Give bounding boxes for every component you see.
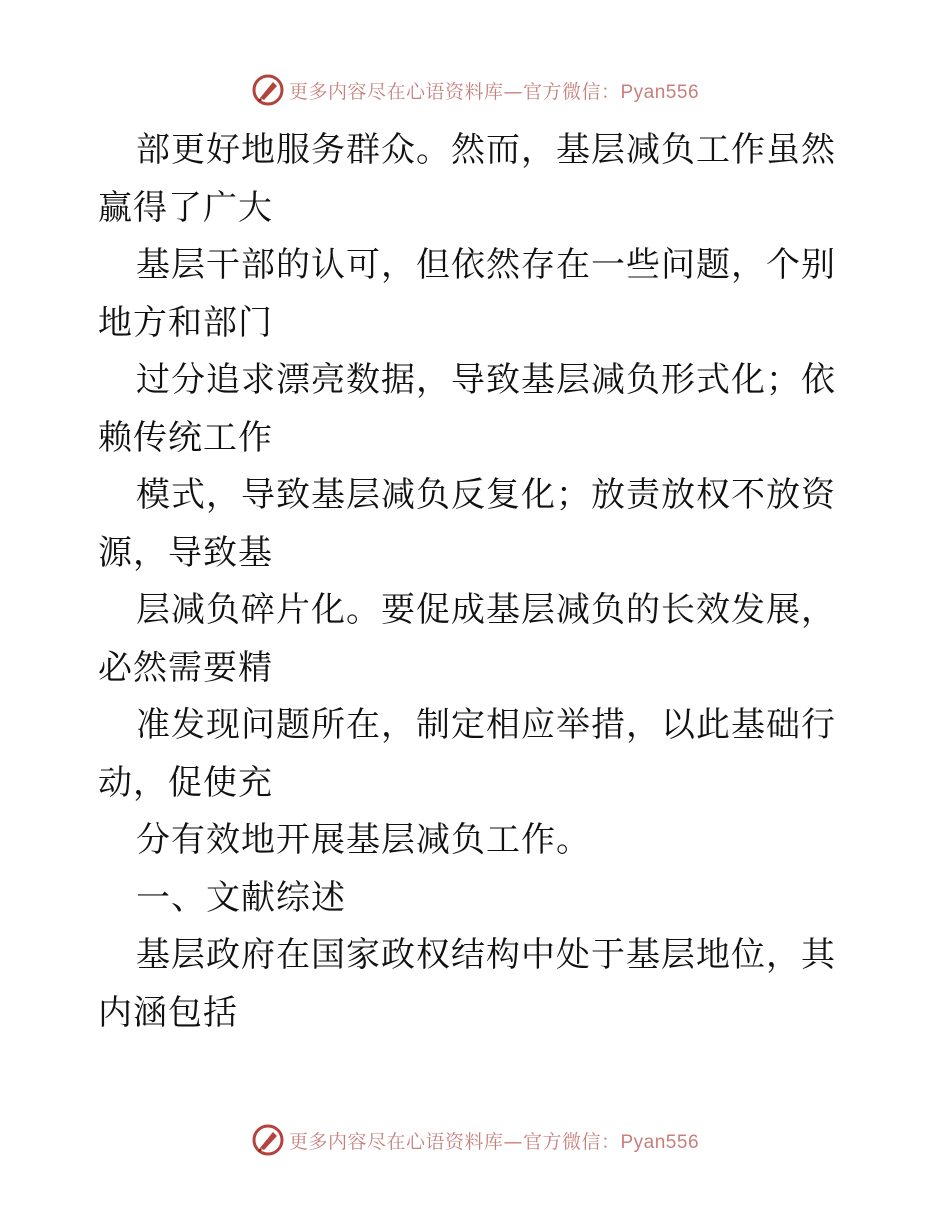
paragraph: 基层干部的认可，但依然存在一些问题，个别地方和部门 [98,245,836,343]
paragraph: 准发现问题所在，制定相应举措，以此基础行动，促使充 [98,705,836,803]
paragraph: 部更好地服务群众。然而，基层减负工作虽然赢得了广大 [98,130,836,228]
document-body [98,122,858,1042]
header-watermark [0,70,950,110]
paragraph: 基层政府在国家政权结构中处于基层地位，其内涵包括 [98,935,836,1033]
pen-logo-icon [251,73,285,107]
paragraph: 分有效地开展基层减负工作。 [136,820,591,860]
section-heading: 一、文献综述 [136,877,346,918]
watermark-text: 更多内容尽在心语资料库—官方微信：Pyan556 [288,1130,700,1153]
paragraph: 模式，导致基层减负反复化；放责放权不放资源，导致基 [98,475,836,573]
pen-logo-icon [251,1123,285,1157]
watermark-text: 更多内容尽在心语资料库—官方微信：Pyan556 [288,80,700,103]
footer-watermark [0,1120,950,1160]
paragraph: 过分追求漂亮数据，导致基层减负形式化；依赖传统工作 [98,360,836,458]
paragraph: 层减负碎片化。要促成基层减负的长效发展，必然需要精 [98,590,836,688]
